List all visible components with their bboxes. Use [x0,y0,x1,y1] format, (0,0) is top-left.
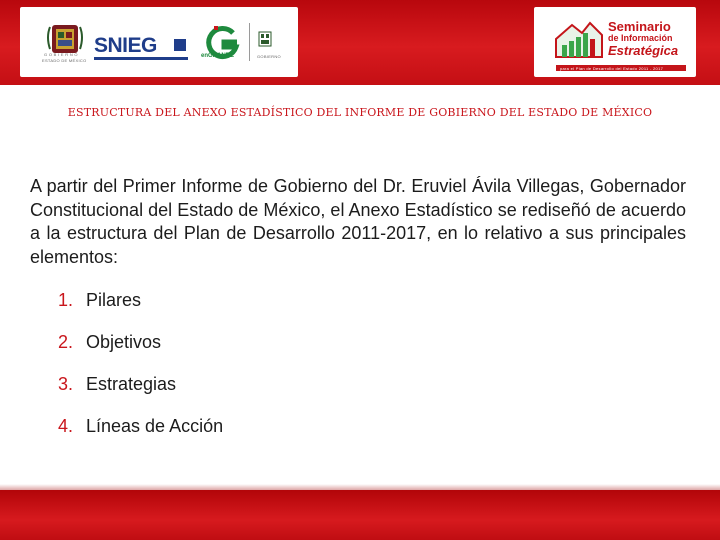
logo-divider [249,23,250,61]
list-item-label: Objetivos [86,332,162,352]
edomex-caption: GOBIERNO [257,54,281,59]
seminario-title-line3: Estratégica [608,43,679,58]
seminario-strip [556,65,686,71]
list-item-label: Pilares [86,290,142,310]
seminario-strip-text: para el Plan de Desarrollo del Estado 2011 - 2017 [560,66,664,71]
list-item-number: 4. [58,416,74,436]
seminario-title-line2: de Información [608,33,673,43]
elements-list [58,290,223,458]
list-item [58,290,223,332]
edomex-emblem-icon [258,31,272,51]
seminario-title-line1: Seminario [608,19,671,34]
seminario-house-icon [552,17,608,61]
list-item [58,416,223,458]
seal-caption-2: ESTADO DE MÉXICO [42,58,87,63]
engrande-text: enGRANDE [201,53,235,59]
snieg-logo-text: SNIEG [94,34,157,57]
partner-logos-panel [20,7,298,77]
list-item [58,332,223,374]
footer-banner [0,490,720,540]
document-heading: ESTRUCTURA DEL ANEXO ESTADÍSTICO DEL INFORME DE GOBIERNO DEL ESTADO DE MÉXICO [67,106,653,119]
list-item-label: Líneas de Acción [86,416,224,436]
g-logo-icon [200,21,246,67]
snieg-logo-icon [174,39,186,51]
seminario-logo-panel [534,7,696,77]
header-banner [0,0,720,85]
list-item-number: 3. [58,374,74,394]
seal-caption-1: G O B I E R N O [44,52,78,57]
list-item [58,374,223,416]
list-item-label: Estrategias [86,374,177,394]
list-item-number: 2. [58,332,74,352]
snieg-subtitle-bar [94,57,188,60]
intro-paragraph: A partir del Primer Informe de Gobierno del Dr. Eruviel Ávila Villegas, Gobernador Constitucional del Estado de México, el Anexo Estadístico se rediseñó de acuerdo a la estructura del Plan de Desarrollo 2011-2017, en lo relativo a sus principales elementos: [30,176,686,267]
list-item-number: 1. [58,290,74,310]
